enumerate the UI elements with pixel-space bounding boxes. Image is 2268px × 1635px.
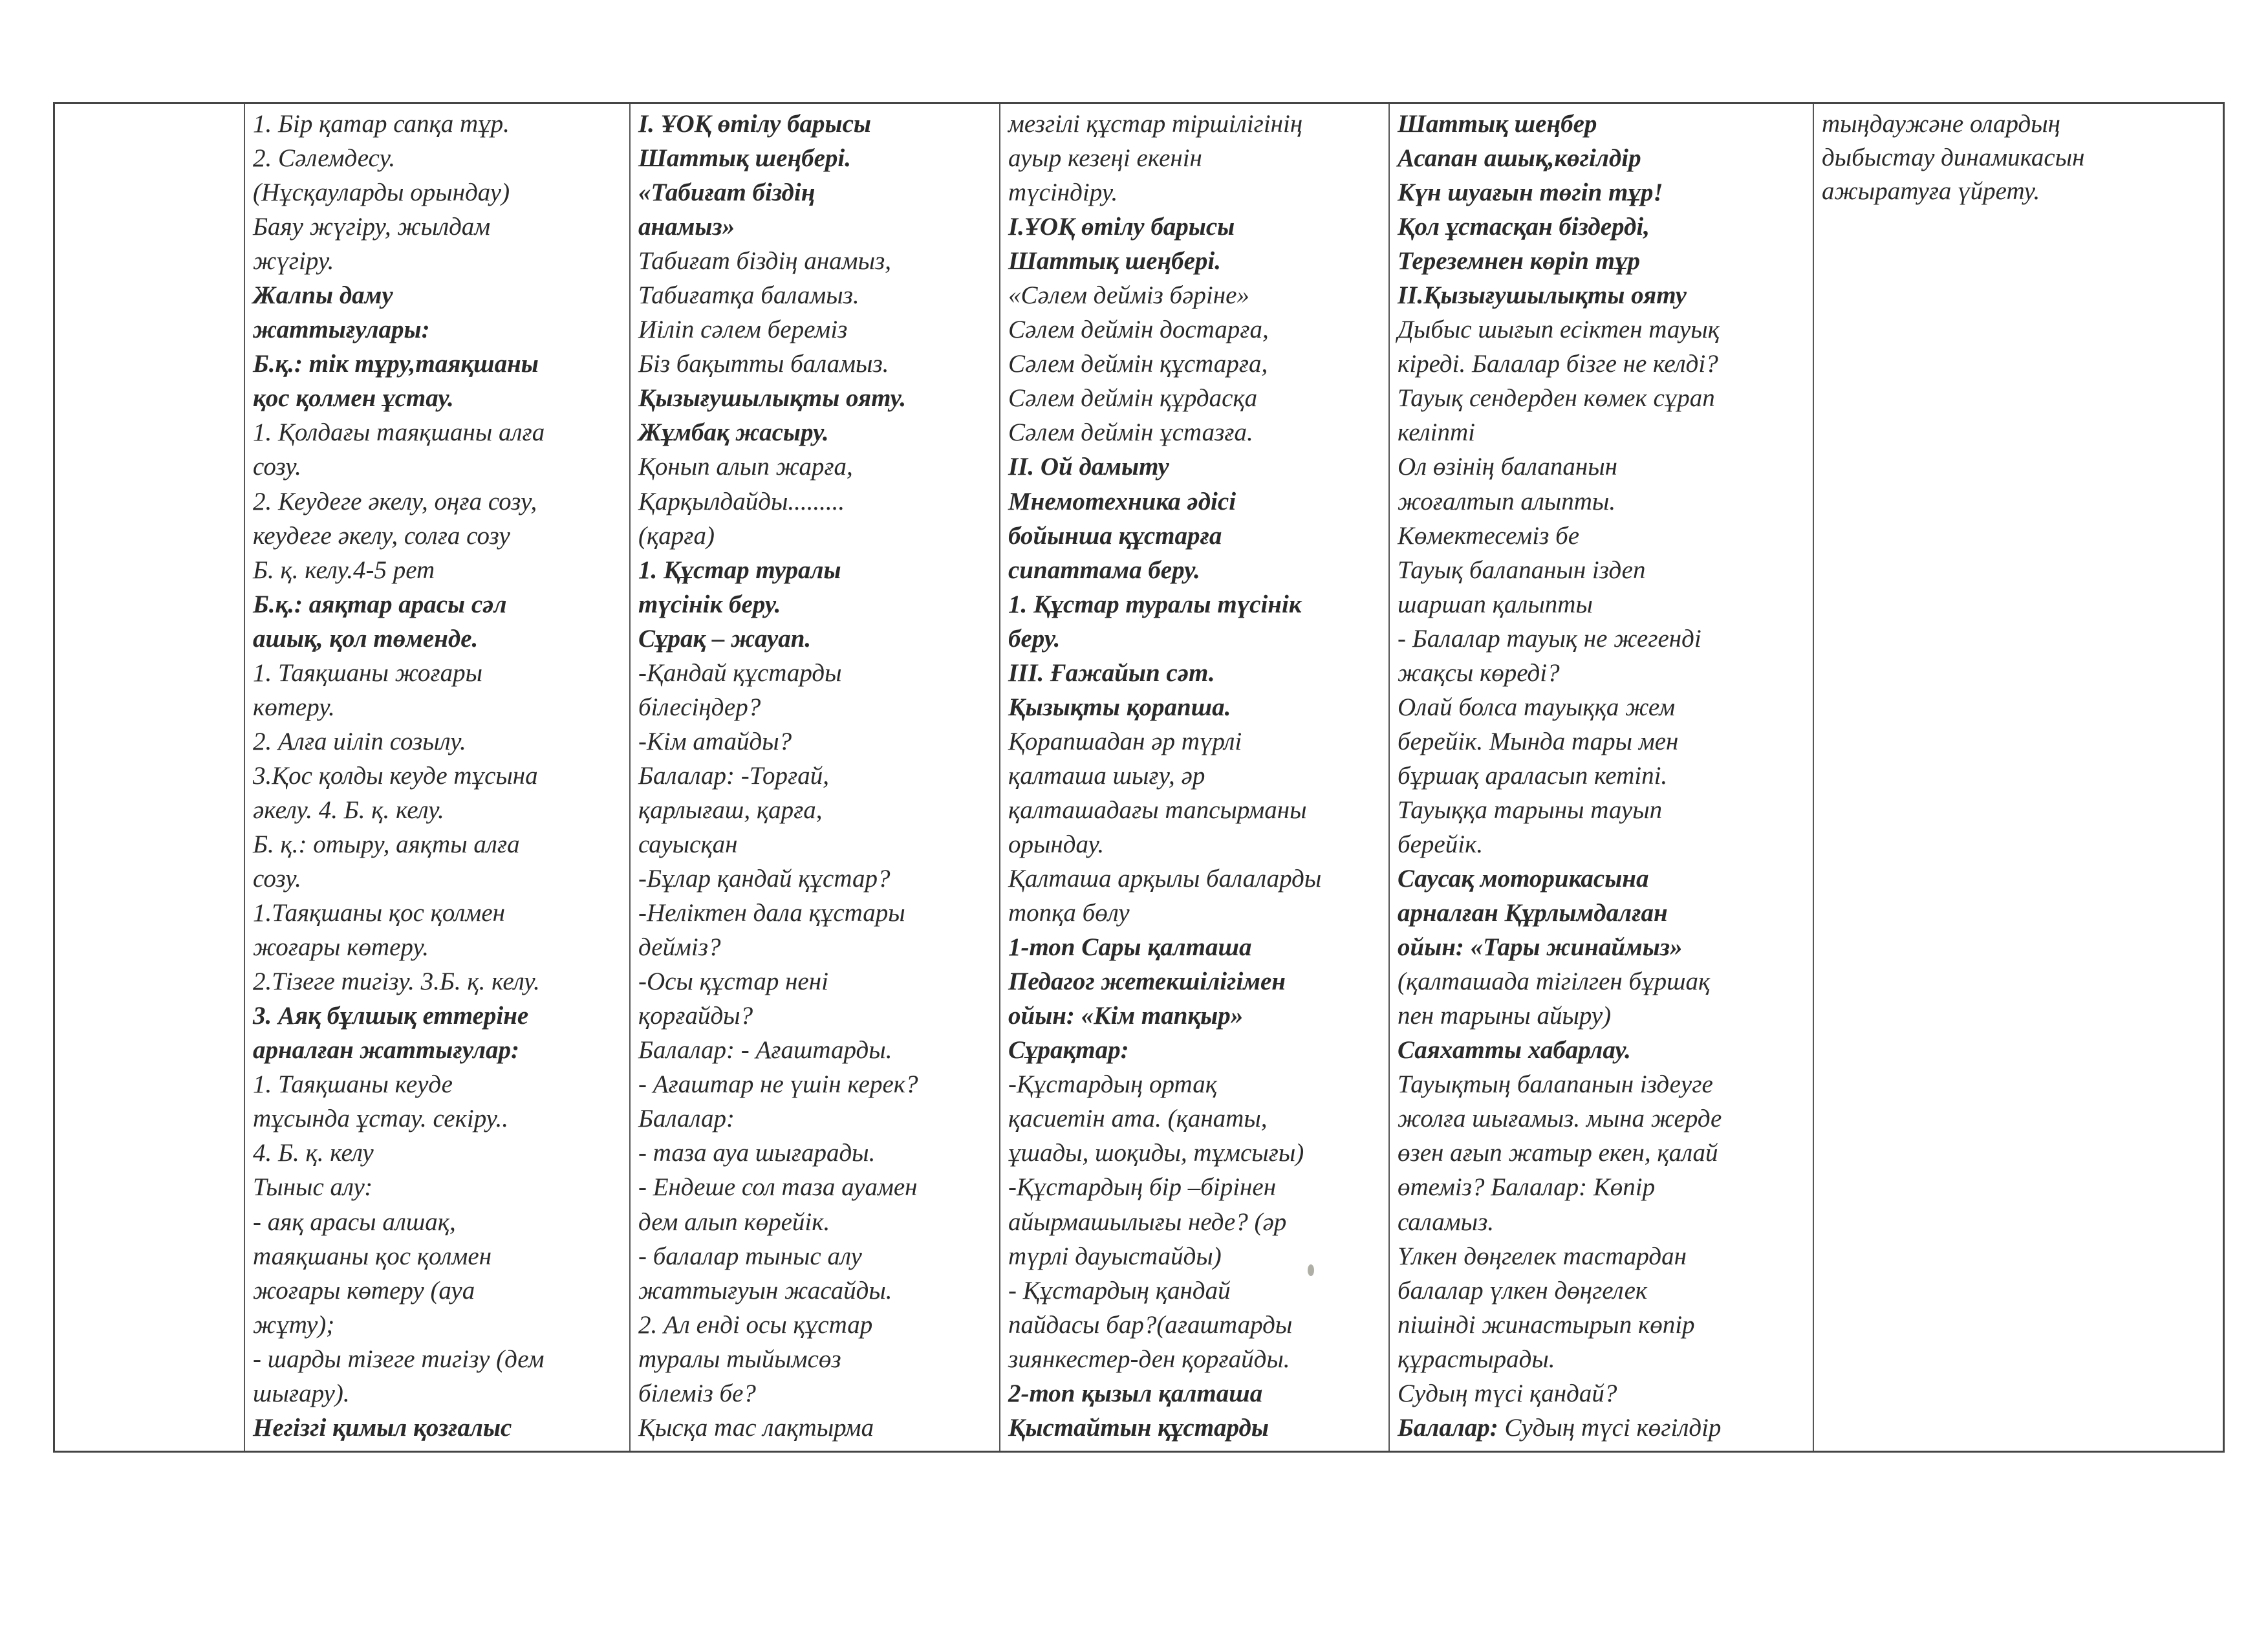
text-line: Б.қ.: аяқтар арасы сәл <box>253 590 507 618</box>
text-line: Б. қ.: отыру, аяқты алға <box>253 830 520 858</box>
text-line: Сұрақ – жауап. <box>638 624 812 653</box>
text-line: 2. Кеудеге әкелу, оңға созу, <box>253 487 537 515</box>
text-line: -Кім атайды? <box>638 727 792 755</box>
column-text <box>245 104 629 1451</box>
text-line: жоғары көтеру. <box>253 933 429 962</box>
text-line: сипаттама беру. <box>1008 556 1200 584</box>
column-text <box>1390 104 1813 1451</box>
text-line: Тауық балапанын іздеп <box>1398 556 1646 584</box>
text-line: ажыратуға үйрету. <box>1822 177 2040 205</box>
text-line: Сәлем деймін құстарға, <box>1008 350 1268 378</box>
text-line: Күн шуағын төгіп тұр! <box>1398 179 1663 207</box>
text-line: айырмашылығы неде? (әр <box>1008 1207 1287 1236</box>
text-line: Сұрақтар: <box>1008 1036 1129 1065</box>
text-line: Тереземнен көріп тұр <box>1398 247 1641 276</box>
text-line: балалар үлкен дөңгелек <box>1398 1276 1648 1305</box>
text-line: ІІ. Ой дамыту <box>1008 453 1169 481</box>
text-line: Қарқылдайды......... <box>638 487 845 515</box>
table-column-6 <box>1813 104 2223 1451</box>
text-line: (қалташада тігілген бұршақ <box>1398 968 1711 996</box>
text-line: қасиетін ата. (қанаты, <box>1008 1105 1268 1133</box>
text-line: Біз бақытты баламыз. <box>638 350 889 378</box>
text-line: беру. <box>1008 624 1061 653</box>
text-line: шығару). <box>253 1379 350 1407</box>
text-line: -Қандай құстарды <box>638 658 842 687</box>
text-line: арналған жаттығулар: <box>253 1036 519 1065</box>
text-line: 2. Ал енді осы құстар <box>638 1310 873 1339</box>
text-line: созу. <box>253 865 301 893</box>
text-line: Тауықтың балапанын іздеуге <box>1398 1070 1713 1099</box>
text-line: қалташа шығу, әр <box>1008 761 1205 790</box>
text-line: 3.Қос қолды кеуде тұсына <box>253 761 538 790</box>
text-line: анамыз» <box>638 213 735 241</box>
text-line: Балалар: - Ағаштарды. <box>638 1036 892 1065</box>
text-line: Қорапшадан әр түрлі <box>1008 727 1242 755</box>
text-line: Қызықты қорапша. <box>1008 693 1231 721</box>
text-line: Қол ұстасқан біздерді, <box>1398 213 1650 241</box>
text-line: таяқшаны қос қолмен <box>253 1242 492 1270</box>
text-line: пішінді жинастырып көпір <box>1398 1310 1695 1339</box>
text-line: - балалар тыныс алу <box>638 1242 862 1270</box>
text-line: туралы тыйымсөз <box>638 1345 841 1373</box>
text-line: бойынша құстарға <box>1008 521 1222 550</box>
text-line: кіреді. Балалар бізге не келді? <box>1398 350 1718 378</box>
text-line: Табиғат біздің анамыз, <box>638 247 891 276</box>
text-line: Иіліп сәлем береміз <box>638 316 848 344</box>
text-line: тұсында ұстау. секіру.. <box>253 1105 509 1133</box>
column-text <box>1000 104 1388 1451</box>
text-line: жаттығулары: <box>253 316 430 344</box>
text-line: Қалташа арқылы балаларды <box>1008 865 1322 893</box>
bold-label: Балалар: <box>1398 1413 1498 1442</box>
text-line: қорғайды? <box>638 1002 753 1030</box>
text-line: пен тарыны айыру) <box>1398 1002 1612 1030</box>
text-line: шаршап қалыпты <box>1398 590 1593 618</box>
text-line: Мнемотехника әдісі <box>1008 487 1237 515</box>
text-line: - Ендеше сол таза ауамен <box>638 1173 918 1202</box>
table-column-2 <box>244 104 629 1451</box>
text-line: қалташадағы тапсырманы <box>1008 796 1307 824</box>
text-line: Баяу жүгіру, жылдам <box>253 213 491 241</box>
text-line: Саяхатты хабарлау. <box>1398 1036 1631 1065</box>
text-line: «Табиғат біздің <box>638 179 815 207</box>
text-line: Үлкен дөңгелек тастардан <box>1398 1242 1687 1270</box>
text-line: Сәлем деймін ұстазға. <box>1008 418 1253 447</box>
text-line: 1. Бір қатар сапқа тұр. <box>253 110 510 138</box>
table-column-3 <box>629 104 999 1451</box>
text-line: құрастырады. <box>1398 1345 1555 1373</box>
text-line: жүгіру. <box>253 247 334 276</box>
text-line: Б. қ. келу.4-5 рет <box>253 556 435 584</box>
text-line: Тауыққа тарыны тауып <box>1398 796 1663 824</box>
text-line: -Бұлар қандай құстар? <box>638 865 891 893</box>
text-line: келіпті <box>1398 418 1475 447</box>
table-column-1 <box>55 104 244 1451</box>
text-line: сауысқан <box>638 830 738 858</box>
text-line: ойын: «Тары жинаймыз» <box>1398 933 1683 962</box>
text-line: ашық, қол төменде. <box>253 624 479 653</box>
text-line: 2-топ қызыл қалташа <box>1008 1379 1263 1407</box>
text-line: Қонып алып жарға, <box>638 453 853 481</box>
text-line: Сәлем деймін достарға, <box>1008 316 1269 344</box>
text-line: -Осы құстар нені <box>638 968 828 996</box>
text-line: ауыр кезеңі екенін <box>1008 144 1202 173</box>
text-line: жақсы көреді? <box>1398 658 1560 687</box>
text-line: Шаттық шеңбер <box>1398 110 1597 138</box>
text-line: Табиғатқа баламыз. <box>638 281 859 310</box>
column-text <box>1814 104 2223 1451</box>
text-line: саламыз. <box>1398 1207 1495 1236</box>
text-line: Балалар: <box>638 1105 735 1133</box>
text-line: әкелу. 4. Б. қ. келу. <box>253 796 444 824</box>
text-line: зиянкестер-ден қорғайды. <box>1008 1345 1290 1373</box>
text-line: топқа бөлу <box>1008 899 1130 927</box>
text-line: Педагог жетекшілігімен <box>1008 968 1286 996</box>
text-line: Шаттық шеңбері. <box>638 144 851 173</box>
text-line: Жалпы даму <box>253 281 393 310</box>
text-line: созу. <box>253 453 301 481</box>
text-line: өтеміз? Балалар: Көпір <box>1398 1173 1656 1202</box>
text-line: (қарға) <box>638 521 715 550</box>
text-line: 1. Құстар туралы <box>638 556 841 584</box>
text-line: 4. Б. қ. келу <box>253 1139 374 1167</box>
text-line: Дыбыс шығып есіктен тауық <box>1398 316 1720 344</box>
text-line: орындау. <box>1008 830 1105 858</box>
text-line: қос қолмен ұстау. <box>253 384 454 413</box>
text-line: тыңдаужәне олардың <box>1822 110 2060 138</box>
text-line: Олай болса тауыққа жем <box>1398 693 1676 721</box>
text-line: білесіңдер? <box>638 693 761 721</box>
text-line: Қысқа тас лақтырма <box>638 1413 874 1442</box>
text-line: дейміз? <box>638 933 721 962</box>
text-line: І.ҰОҚ өтілу барысы <box>1008 213 1235 241</box>
text-line: берейік. <box>1398 830 1484 858</box>
text-line: - Балалар тауық не жегенді <box>1398 624 1701 653</box>
text-line: Тауық сендерден көмек сұрап <box>1398 384 1715 413</box>
text-line: көтеру. <box>253 693 335 721</box>
text-line: -Құстардың ортақ <box>1008 1070 1217 1099</box>
text-line: Ол өзінің балапанын <box>1398 453 1617 481</box>
text-line: дем алып көрейік. <box>638 1207 830 1236</box>
text-line: жолға шығамыз. мына жерде <box>1398 1105 1722 1133</box>
table-column-5 <box>1388 104 1813 1451</box>
lesson-plan-table <box>53 102 2225 1453</box>
text-line: ІІ.Қызығушылықты ояту <box>1398 281 1687 310</box>
text-line: 3. Аяқ бұлшық еттеріне <box>253 1002 529 1030</box>
text-line: - Құстардың қандай <box>1008 1276 1231 1305</box>
text-line: 2.Тізеге тигізу. 3.Б. қ. келу. <box>253 968 540 996</box>
text-line: - Ағаштар не үшін керек? <box>638 1070 918 1099</box>
text-line: -Неліктен дала құстары <box>638 899 905 927</box>
column-text <box>631 104 999 1451</box>
text-line: Тыныс алу: <box>253 1173 373 1202</box>
text-line: жұту); <box>253 1310 335 1339</box>
text-line: арналған Құрлымдалған <box>1398 899 1668 927</box>
text-line: (Нұсқауларды орындау) <box>253 179 510 207</box>
text-line: түсіндіру. <box>1008 179 1118 207</box>
text-line: Б.қ.: тік тұру,таяқшаны <box>253 350 539 378</box>
text-line: 1. Таяқшаны жоғары <box>253 658 483 687</box>
text-line: ұшады, шоқиды, тұмсығы) <box>1008 1139 1304 1167</box>
text-line: мезгілі құстар тіршілігінің <box>1008 110 1303 138</box>
text-line: Қызығушылықты ояту. <box>638 384 907 413</box>
text-line: жоғалтып алыпты. <box>1398 487 1616 515</box>
text-line: Шаттық шеңбері. <box>1008 247 1221 276</box>
text-line: Саусақ моторикасына <box>1398 865 1649 893</box>
text-line: 1. Таяқшаны кеуде <box>253 1070 453 1099</box>
text-line: дыбыстау динамикасын <box>1822 144 2085 171</box>
text-line: І. ҰОҚ өтілу барысы <box>638 110 871 138</box>
text-line: жоғары көтеру (ауа <box>253 1276 475 1305</box>
text-line: түрлі дауыстайды) <box>1008 1242 1222 1270</box>
text-line: өзен ағып жатыр екен, қалай <box>1398 1139 1718 1167</box>
text-line: 2. Алға иіліп созылу. <box>253 727 466 755</box>
table-column-4 <box>999 104 1388 1451</box>
text-line: білеміз бе? <box>638 1379 756 1407</box>
text-line: 1. Қолдағы таяқшаны алға <box>253 418 545 447</box>
text-line: - шарды тізеге тигізу (дем <box>253 1345 545 1373</box>
text-line: 1. Құстар туралы түсінік <box>1008 590 1302 618</box>
text-line: кеудеге әкелу, солға созу <box>253 521 510 550</box>
text-line: Жұмбақ жасыру. <box>638 418 829 447</box>
text-line: Көмектесеміз бе <box>1398 521 1580 550</box>
text-line: пайдасы бар?(ағаштарды <box>1008 1310 1293 1339</box>
text-line: ойын: «Кім тапқыр» <box>1008 1002 1244 1030</box>
text-line: бұршақ араласып кетіпі. <box>1398 761 1668 790</box>
text-line: 1-топ Сары қалташа <box>1008 933 1252 962</box>
text-line: Балалар: Судың түсі көгілдір <box>1398 1413 1722 1442</box>
text-line: қарлығаш, қарға, <box>638 796 823 824</box>
text-line: - таза ауа шығарады. <box>638 1139 876 1167</box>
text-line: жаттығуын жасайды. <box>638 1276 892 1305</box>
text-line: - аяқ арасы алшақ, <box>253 1207 456 1236</box>
text-line: берейік. Мында тары мен <box>1398 727 1679 755</box>
text-line: Сәлем деймін құрдасқа <box>1008 384 1258 413</box>
text-line: түсінік беру. <box>638 590 781 618</box>
text-line: Судың түсі қандай? <box>1398 1379 1617 1407</box>
text-line: 1.Таяқшаны қос қолмен <box>253 899 505 927</box>
text-line: Негізгі қимыл қозғалыс <box>253 1413 512 1442</box>
scan-speck <box>1308 1264 1314 1276</box>
text-line: -Құстардың бір –бірінен <box>1008 1173 1277 1202</box>
text-line: «Сәлем дейміз бәріне» <box>1008 281 1249 310</box>
text-line: 2. Сәлемдесу. <box>253 144 396 173</box>
column-text <box>55 104 244 1451</box>
text-line: ІІІ. Ғажайып сәт. <box>1008 658 1215 687</box>
text-line: Асапан ашық,көгілдір <box>1398 144 1641 173</box>
text-line: Балалар: -Торғай, <box>638 761 829 790</box>
text-line: Қыстайтын құстарды <box>1008 1413 1269 1442</box>
